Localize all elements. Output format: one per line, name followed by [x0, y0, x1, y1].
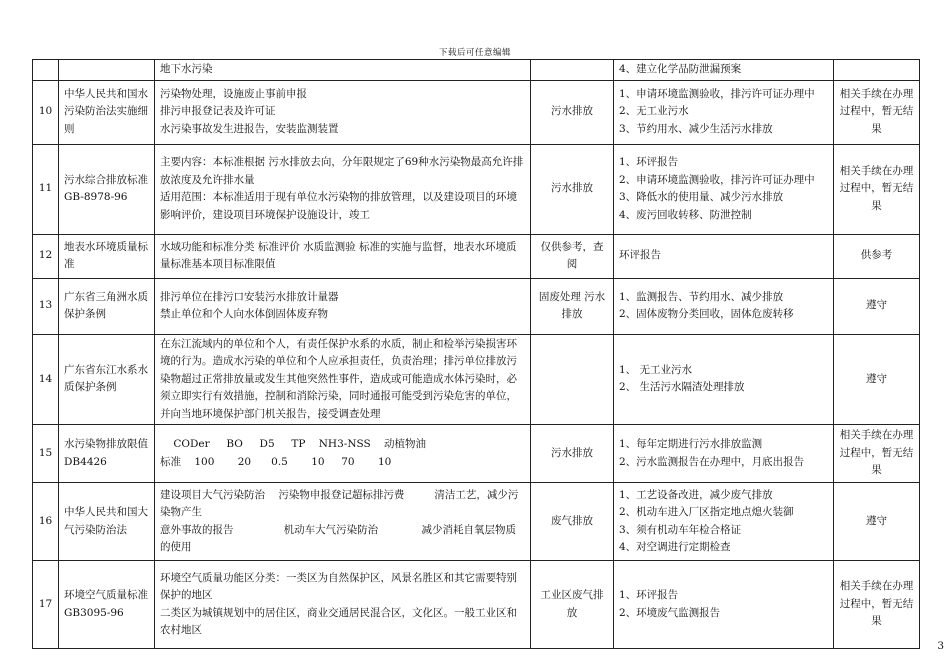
table-row [33, 334, 920, 425]
table-row [33, 80, 920, 144]
status-cell: 相关手续在办理过程中，暂无结果 [834, 80, 920, 144]
table-row [33, 561, 920, 649]
regulation-name: 污水综合排放标准GB-8978-96 [59, 144, 155, 234]
row-number: 17 [33, 561, 59, 649]
page-header-note: 下载后可任意编辑 [438, 48, 511, 58]
content-cell: 环境空气质量功能区分类：一类区为自然保护区，风景名胜区和其它需要特别保护的地区 二类区为城镇规划中的居住区，商业交通居民混合区，文化区。一般工业区和农村地区 [155, 561, 531, 649]
category-cell: 污水排放 [531, 425, 614, 483]
measures-cell: 1、环评报告 2、申请环境监测验收，排污许可证办理中 3、降低水的使用量、减少污水排放 4、废污回收转移、防泄控制 [614, 144, 834, 234]
regulation-table [32, 59, 920, 649]
category-cell: 污水排放 [531, 80, 614, 144]
row-number: 16 [33, 483, 59, 561]
status-cell: 遵守 [834, 483, 920, 561]
measures-cell: 4、建立化学品防泄漏预案 [614, 60, 834, 81]
regulation-name: 地表水环境质量标准 [59, 234, 155, 278]
row-number: 11 [33, 144, 59, 234]
content-cell: 地下水污染 [155, 60, 531, 81]
regulation-name: 广东省东江水系水质保护条例 [59, 334, 155, 425]
status-cell: 相关手续在办理过程中，暂无结果 [834, 144, 920, 234]
status-cell: 相关手续在办理过程中，暂无结果 [834, 425, 920, 483]
measures-cell: 1、每年定期进行污水排放监测 2、污水监测报告在办理中，月底出报告 [614, 425, 834, 483]
measures-cell: 1、 无工业污水 2、 生活污水隔渣处理排放 [614, 334, 834, 425]
content-cell: 建设项目大气污染防治 污染物申报登记超标排污费 清洁工艺，减少污染物产生 意外事故的报告 机动车大气污染防治 减少消耗自氧层物质的使用 [155, 483, 531, 561]
status-cell: 相关手续在办理过程中，暂无结果 [834, 561, 920, 649]
category-cell: 废气排放 [531, 483, 614, 561]
content-cell: CODer BO D5 TP NH3-NSS 动植物油 标准 100 20 0.5 10 70 10 [155, 425, 531, 483]
regulation-name: 广东省三角洲水质保护条例 [59, 278, 155, 334]
category-cell: 固废处理 污水排放 [531, 278, 614, 334]
measures-cell: 1、监测报告、节约用水、减少排放 2、固体废物分类回收，固体危废转移 [614, 278, 834, 334]
regulation-name: 水污染物排放限值DB4426 [59, 425, 155, 483]
content-cell: 主要内容：本标准根据 污水排放去向，分年限规定了69种水污染物最高允许排放浓度及允许排水量 适用范围：本标准适用于现有单位水污染物的排放管理，以及建设项目的环境影响评价，建设项目环境保护设施设计，竣工 [155, 144, 531, 234]
table-row [33, 234, 920, 278]
table-row [33, 278, 920, 334]
regulation-name: 中华人民共和国大气污染防治法 [59, 483, 155, 561]
table-row [33, 60, 920, 81]
row-number: 10 [33, 80, 59, 144]
table-row [33, 425, 920, 483]
status-cell: 遵守 [834, 278, 920, 334]
measures-cell: 环评报告 [614, 234, 834, 278]
status-cell: 遵守 [834, 334, 920, 425]
row-number: 12 [33, 234, 59, 278]
content-cell: 排污单位在排污口安装污水排放计量器 禁止单位和个人向水体倒固体废弃物 [155, 278, 531, 334]
measures-cell: 1、申请环境监测验收，排污许可证办理中 2、无工业污水 3、节约用水、减少生活污水排放 [614, 80, 834, 144]
category-cell [531, 334, 614, 425]
page-number: 3 [937, 640, 944, 652]
regulation-name: 环境空气质量标准GB3095-96 [59, 561, 155, 649]
category-cell: 工业区废气排放 [531, 561, 614, 649]
measures-cell: 1、环评报告 2、环境废气监测报告 [614, 561, 834, 649]
row-number: 15 [33, 425, 59, 483]
category-cell: 污水排放 [531, 144, 614, 234]
table-row [33, 144, 920, 234]
measures-cell: 1、工艺设备改进，减少废气排放 2、机动车进入厂区指定地点熄火装御 3、须有机动车年检合格证 4、对空调进行定期检查 [614, 483, 834, 561]
status-cell: 供参考 [834, 234, 920, 278]
regulation-name: 中华人民共和国水污染防治法实施细则 [59, 80, 155, 144]
content-cell: 污染物处理，设施废止事前申报 排污申报登记表及许可证 水污染事故发生进报告，安装监测装置 [155, 80, 531, 144]
category-cell: 仅供参考，查阅 [531, 234, 614, 278]
table-row [33, 483, 920, 561]
content-cell: 水域功能和标准分类 标准评价 水质监测验 标准的实施与监督，地表水环境质量标准基本项目标准限值 [155, 234, 531, 278]
row-number: 14 [33, 334, 59, 425]
content-cell: 在东江流域内的单位和个人，有责任保护水系的水质，制止和检举污染损害环境的行为。造成水污染的单位和个人应承担责任，负责治理；排污单位排放污染物超过正常排放量或发生其他突然性事件，造成或可能造成水体污染时，必须立即实行有效措施，控制和消除污染，同时通报可能受到污染危害的单位，并向当地环境保护部门机关报告，接受调查处理 [155, 334, 531, 425]
row-number: 13 [33, 278, 59, 334]
